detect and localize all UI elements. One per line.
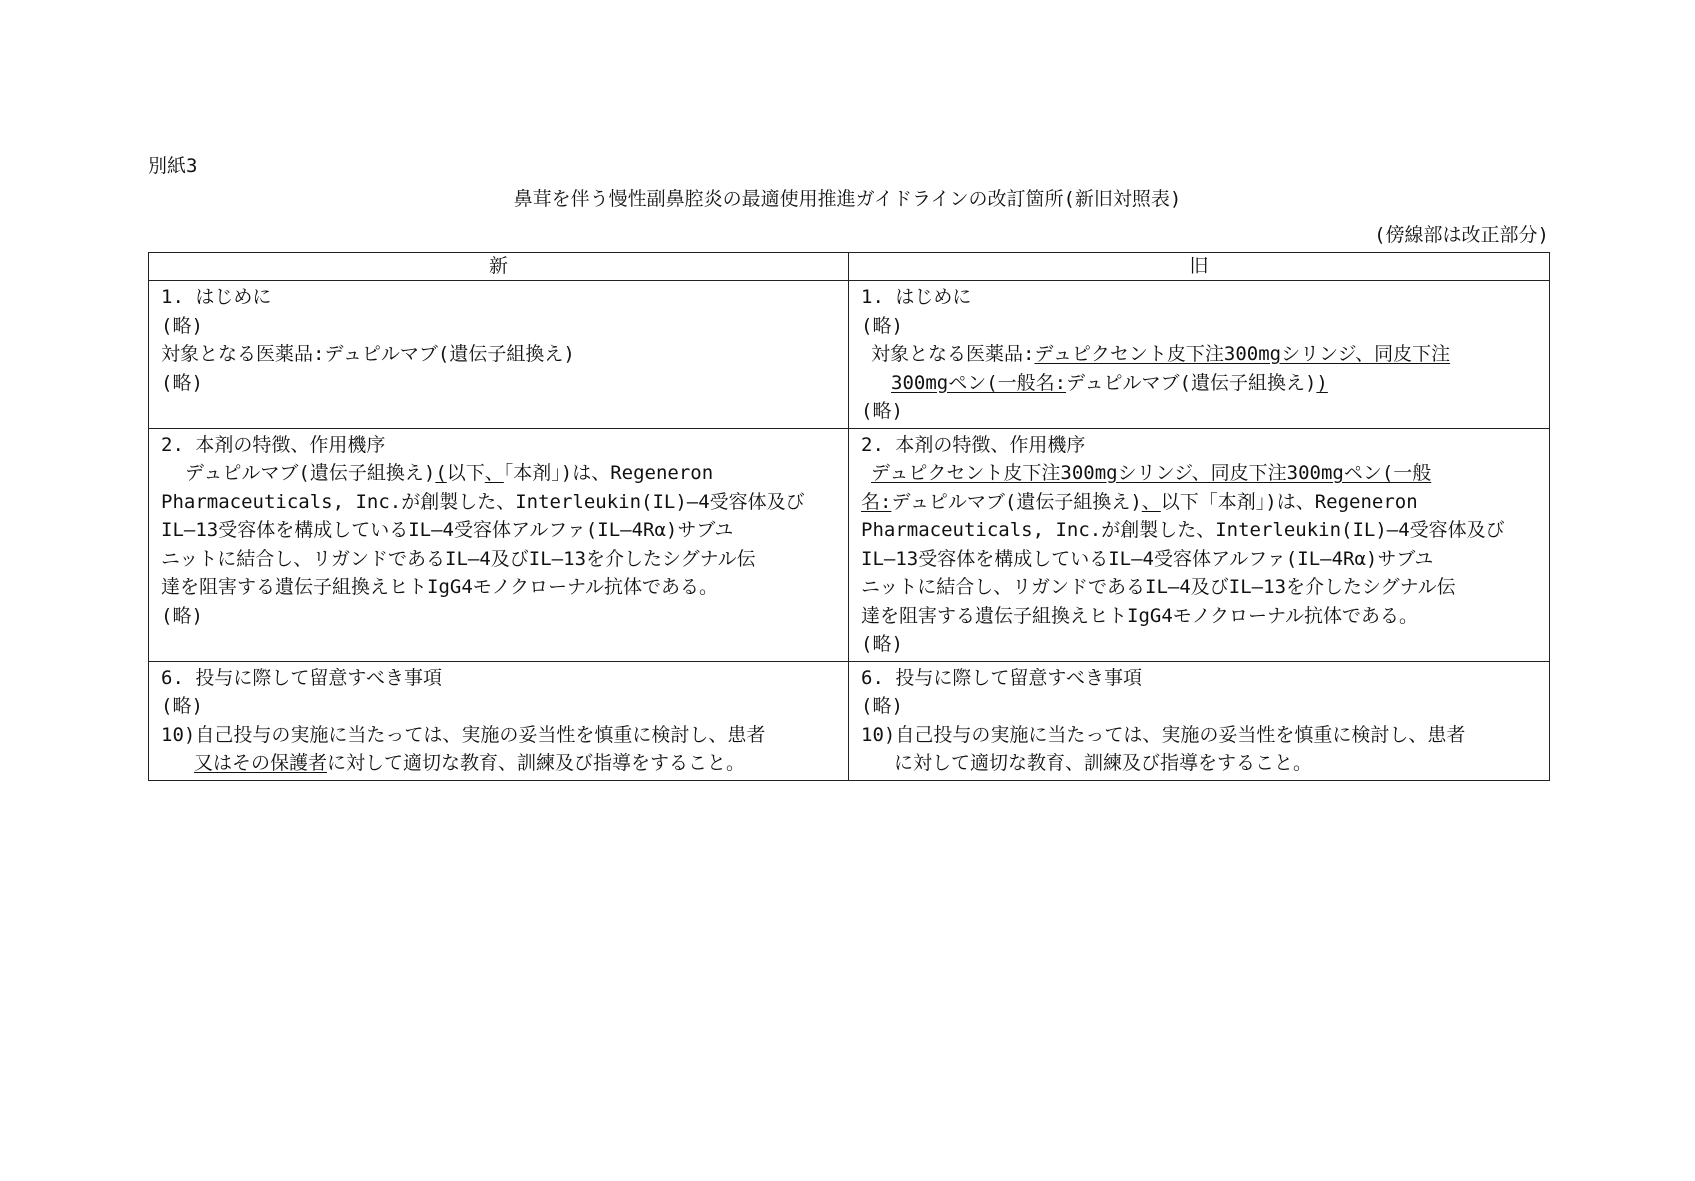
body-text: 以下「本剤」)は、Regeneron <box>1160 490 1418 513</box>
old-section-6 <box>849 661 1550 780</box>
old-s6-item10-line2: に対して適切な教育、訓練及び指導をすること。 <box>894 752 1313 774</box>
old-s2-line2 <box>861 488 1539 517</box>
new-s6-heading: 6. 投与に際して留意すべき事項 <box>161 666 442 689</box>
body-text: デュピルマブ(遺伝子組換え) <box>891 490 1142 513</box>
new-s1-abbrev-1: (略) <box>161 314 203 337</box>
old-s2-line6: 達を阻害する遺伝子組換えヒトIgG4モノクローナル抗体である。 <box>861 604 1419 627</box>
new-s1-abbrev-2: (略) <box>161 371 203 394</box>
body-text: に対して適切な教育、訓練及び指導をすること。 <box>327 752 746 774</box>
new-s2-abbrev: (略) <box>161 604 203 627</box>
new-s2-line1 <box>161 459 838 488</box>
document-title: 鼻茸を伴う慢性副鼻腔炎の最適使用推進ガイドラインの改訂箇所(新旧対照表) <box>513 188 1182 210</box>
new-s6-item10-line1: 10)自己投与の実施に当たっては、実施の妥当性を慎重に検討し、患者 <box>161 723 766 746</box>
new-s1-target <box>161 340 838 369</box>
section-6-row <box>149 661 1550 780</box>
old-s2-heading: 2. 本剤の特徴、作用機序 <box>861 433 1086 456</box>
new-s1-heading: 1. はじめに <box>161 286 272 308</box>
old-s1-heading: 1. はじめに <box>861 286 972 308</box>
new-s2-line2: Pharmaceuticals, Inc.が創製した、Interleukin(IL)—4受容体及び <box>161 490 805 513</box>
old-s1-abbrev-1: (略) <box>861 314 903 337</box>
new-s6-item10-line2 <box>161 749 838 778</box>
underlined-text: ( <box>435 462 447 484</box>
old-s6-heading: 6. 投与に際して留意すべき事項 <box>861 666 1142 689</box>
old-s6-abbrev: (略) <box>861 695 903 717</box>
old-s1-target-line2 <box>861 369 1539 398</box>
target-label: 対象となる医薬品: <box>871 343 1035 365</box>
body-text: 「本剤」)は、Regeneron <box>503 462 714 484</box>
annex-label: 別紙3 <box>148 155 198 177</box>
old-s2-line5: ニットに結合し、リガンドであるIL—4及びIL—13を介したシグナル伝 <box>861 576 1456 598</box>
new-section-2 <box>149 428 849 661</box>
comparison-table <box>148 252 1550 781</box>
section-1-row <box>149 281 1550 429</box>
target-label: 対象となる医薬品: <box>161 343 325 365</box>
underlined-text: 300mgペン(一般名: <box>891 371 1067 394</box>
old-s2-abbrev: (略) <box>861 633 903 655</box>
new-section-1 <box>149 281 849 429</box>
old-s6-item10-line1: 10)自己投与の実施に当たっては、実施の妥当性を慎重に検討し、患者 <box>861 723 1466 746</box>
new-s6-abbrev: (略) <box>161 695 203 717</box>
underlined-text: デュピクセント皮下注300mgシリンジ、同皮下注 <box>1034 343 1451 365</box>
old-s2-line1 <box>861 459 1539 488</box>
underlined-text: ) <box>1316 371 1328 394</box>
section-2-row <box>149 428 1550 661</box>
header-old: 旧 <box>849 253 1550 281</box>
new-s2-line4: ニットに結合し、リガンドであるIL—4及びIL—13を介したシグナル伝 <box>161 547 756 570</box>
underlined-text: 名: <box>861 490 892 513</box>
body-text: 以下 <box>446 462 485 484</box>
body-text: デュピルマブ(遺伝子組換え) <box>185 462 436 484</box>
underline-note: (傍線部は改正部分) <box>1374 224 1549 246</box>
old-s1-abbrev-2: (略) <box>861 400 903 422</box>
underlined-text: デュピクセント皮下注300mgシリンジ、同皮下注300mgペン(一般 <box>871 462 1432 484</box>
new-s2-line5: 達を阻害する遺伝子組換えヒトIgG4モノクローナル抗体である。 <box>161 576 719 598</box>
target-value: デュピルマブ(遺伝子組換え) <box>324 343 575 365</box>
new-s2-line3: IL—13受容体を構成しているIL—4受容体アルファ(IL—4Rα)サブユ <box>161 519 734 541</box>
old-s1-target-line1 <box>861 340 1539 369</box>
old-section-2 <box>849 428 1550 661</box>
target-value: デュピルマブ(遺伝子組換え) <box>1066 371 1317 394</box>
old-section-1 <box>849 281 1550 429</box>
new-s2-heading: 2. 本剤の特徴、作用機序 <box>161 433 386 456</box>
header-new: 新 <box>149 253 849 281</box>
underlined-text: 又はその保護者 <box>194 752 328 774</box>
old-s2-line4: IL—13受容体を構成しているIL—4受容体アルファ(IL—4Rα)サブユ <box>861 547 1434 570</box>
old-s2-line3: Pharmaceuticals, Inc.が創製した、Interleukin(IL)—4受容体及び <box>861 519 1505 541</box>
header-row <box>149 253 1550 281</box>
underlined-text: 、 <box>484 462 504 484</box>
new-section-6 <box>149 661 849 780</box>
underlined-text: 、 <box>1141 490 1161 513</box>
